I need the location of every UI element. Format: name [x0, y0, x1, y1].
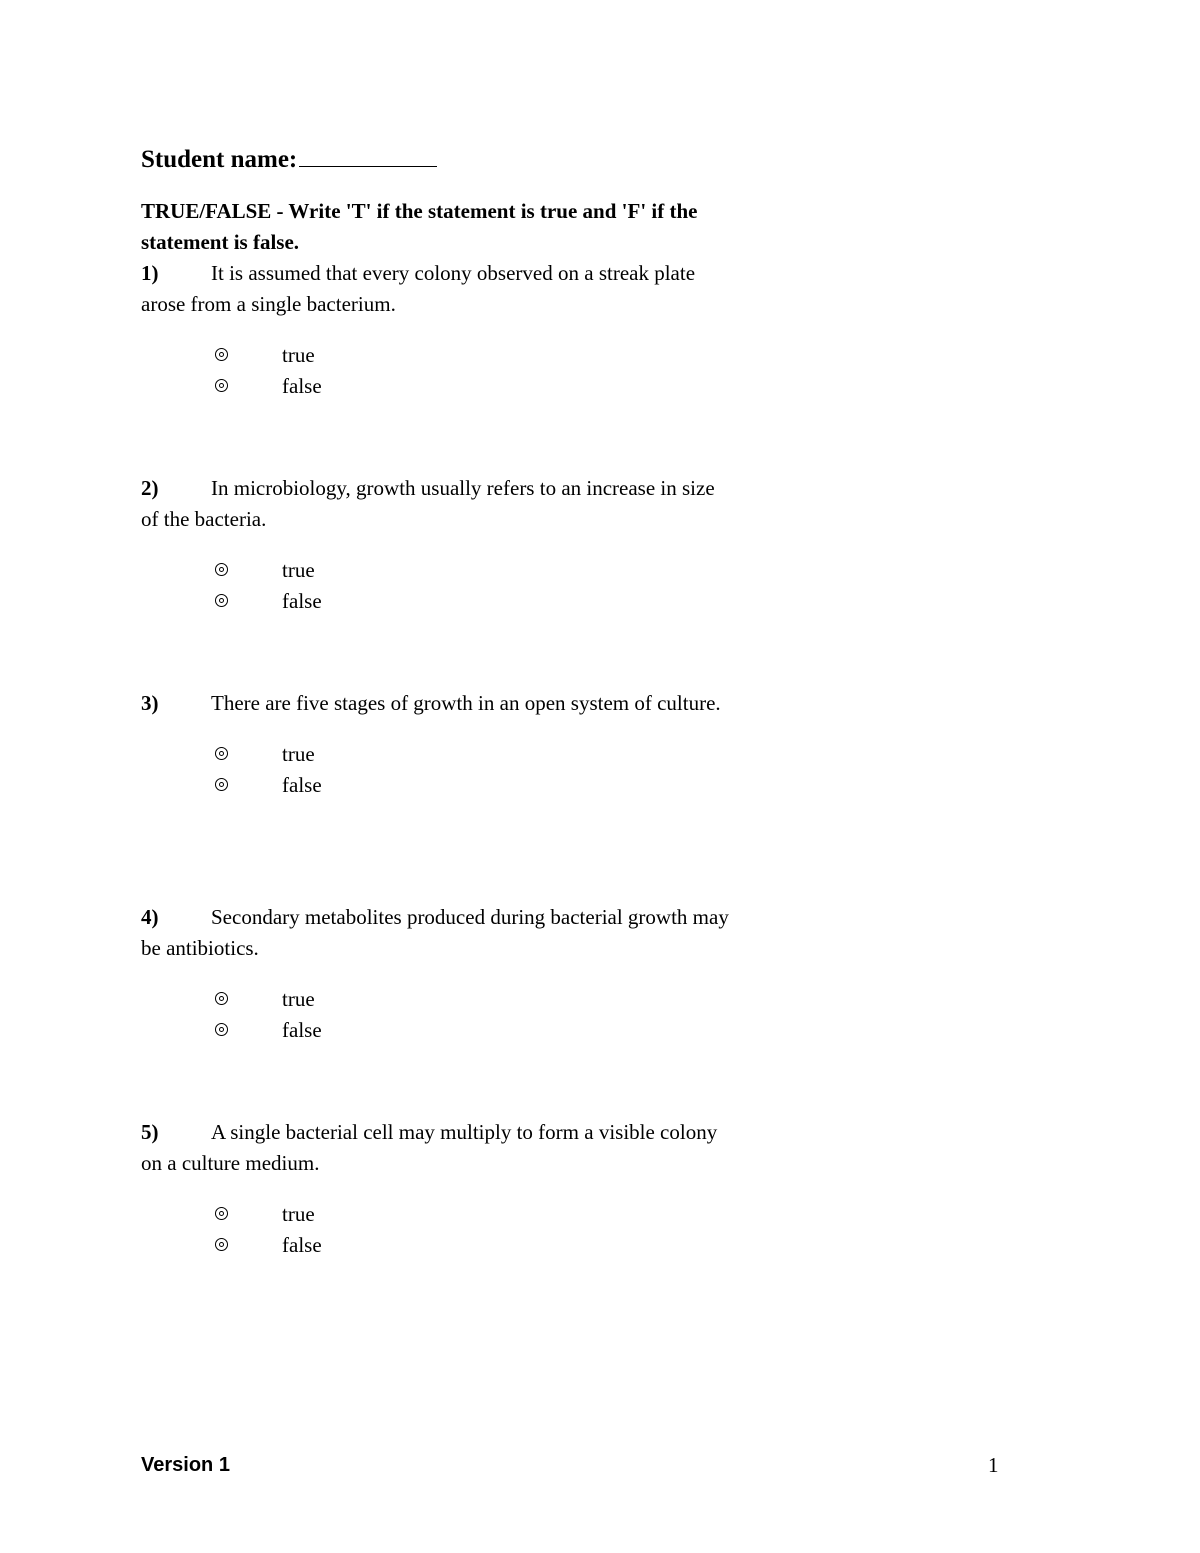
- answer-options: [141, 739, 731, 801]
- option-false[interactable]: [141, 586, 731, 617]
- question-number: 5): [141, 1120, 159, 1144]
- radio-icon[interactable]: [215, 778, 228, 791]
- footer-version: Version 1: [141, 1454, 230, 1476]
- radio-icon[interactable]: [215, 1238, 228, 1251]
- question-statement: A single bacterial cell may multiply to form a visible colony on a culture medium.: [141, 1120, 718, 1175]
- radio-icon[interactable]: [215, 594, 228, 607]
- answer-options: [141, 340, 731, 402]
- option-false[interactable]: [141, 770, 731, 801]
- footer-page-number: 1: [988, 1453, 999, 1477]
- option-true[interactable]: [141, 739, 731, 770]
- question-statement: There are five stages of growth in an open system of culture.: [211, 691, 721, 715]
- question-3: [141, 688, 731, 801]
- question-4: [141, 902, 731, 1046]
- option-label: false: [282, 1233, 322, 1257]
- question-statement: In microbiology, growth usually refers to an increase in size of the bacteria.: [141, 476, 715, 531]
- question-text: [141, 902, 731, 964]
- option-true[interactable]: [141, 1199, 731, 1230]
- question-text: [141, 1117, 731, 1179]
- question-5: [141, 1117, 731, 1261]
- instructions: TRUE/FALSE - Write 'T' if the statement is true and 'F' if the statement is false.: [141, 199, 698, 254]
- student-name-label: Student name:: [141, 146, 298, 173]
- option-label: true: [282, 742, 315, 766]
- radio-icon[interactable]: [215, 563, 228, 576]
- option-label: false: [282, 1018, 322, 1042]
- option-false[interactable]: [141, 1015, 731, 1046]
- option-false[interactable]: [141, 371, 731, 402]
- radio-icon[interactable]: [215, 992, 228, 1005]
- option-label: false: [282, 589, 322, 613]
- question-number: 3): [141, 691, 159, 715]
- question-number: 4): [141, 905, 159, 929]
- option-true[interactable]: [141, 984, 731, 1015]
- option-label: true: [282, 987, 315, 1011]
- radio-icon[interactable]: [215, 1207, 228, 1220]
- student-name-blank[interactable]: [299, 142, 437, 167]
- answer-options: [141, 1199, 731, 1261]
- option-label: false: [282, 773, 322, 797]
- question-number: 1): [141, 261, 159, 285]
- radio-icon[interactable]: [215, 1023, 228, 1036]
- option-true[interactable]: [141, 340, 731, 371]
- question-number: 2): [141, 476, 159, 500]
- question-2: [141, 473, 731, 617]
- question-text: [141, 473, 731, 535]
- option-false[interactable]: [141, 1230, 731, 1261]
- option-label: false: [282, 374, 322, 398]
- question-statement: It is assumed that every colony observed on a streak plate arose from a single bacterium.: [141, 261, 696, 316]
- option-label: true: [282, 558, 315, 582]
- option-label: true: [282, 1202, 315, 1226]
- radio-icon[interactable]: [215, 379, 228, 392]
- answer-options: [141, 555, 731, 617]
- radio-icon[interactable]: [215, 747, 228, 760]
- question-text: [141, 688, 731, 719]
- question-text: [141, 258, 731, 320]
- radio-icon[interactable]: [215, 348, 228, 361]
- answer-options: [141, 984, 731, 1046]
- option-true[interactable]: [141, 555, 731, 586]
- question-1: [141, 258, 731, 402]
- question-statement: Secondary metabolites produced during bacterial growth may be antibiotics.: [141, 905, 729, 960]
- student-name-line: [141, 142, 437, 176]
- option-label: true: [282, 343, 315, 367]
